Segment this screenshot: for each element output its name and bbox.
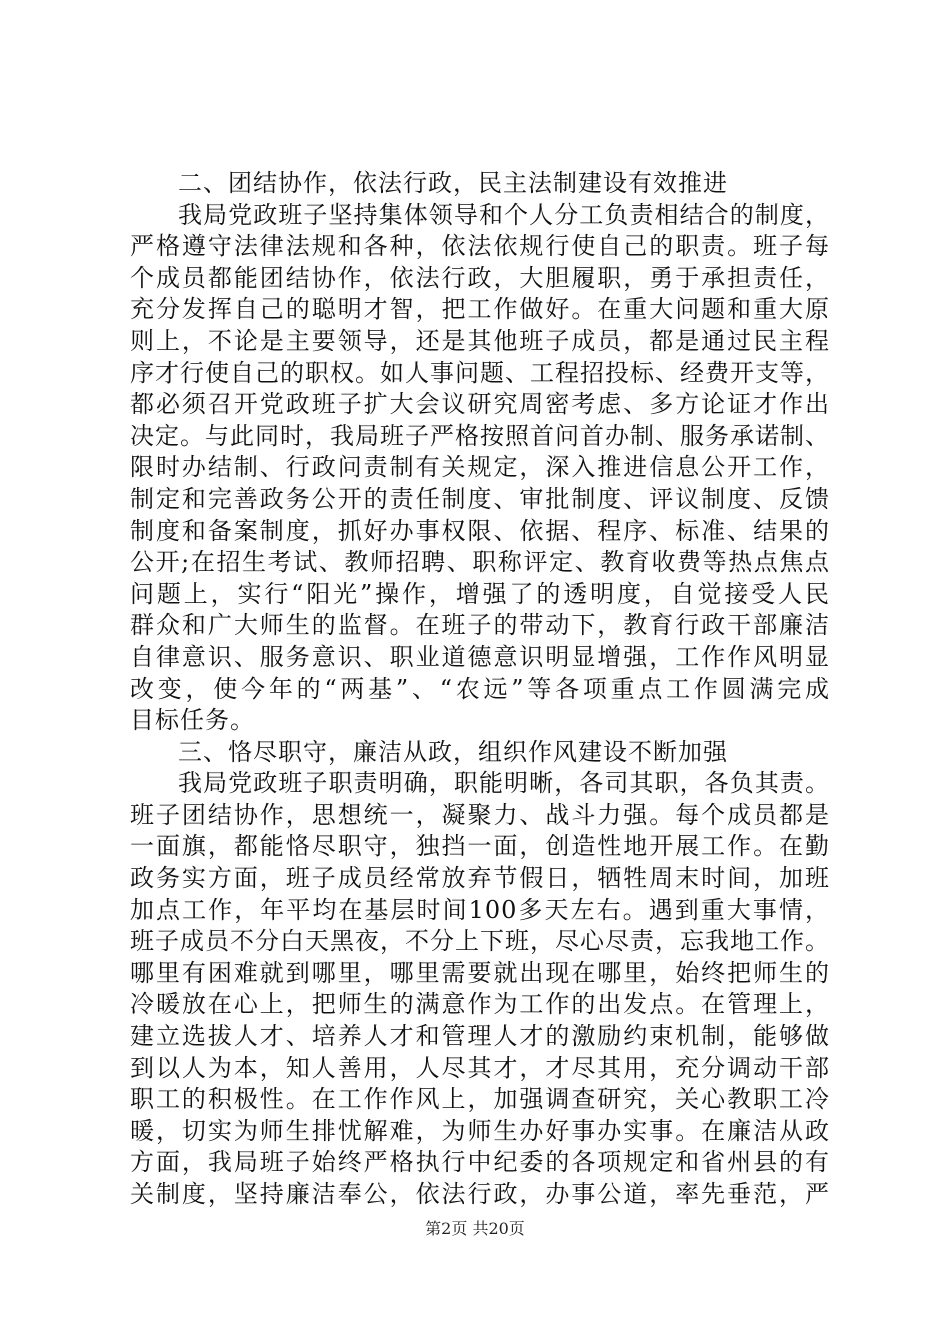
text-line: 我局党政班子职责明确，职能明晰，各司其职，各负其责。: [178, 769, 830, 798]
text-line: 严格遵守法律法规和各种，依法依规行使自己的职责。班子每: [130, 232, 830, 261]
text-line: 班子成员不分白天黑夜，不分上下班，尽心尽责，忘我地工作。: [130, 927, 830, 956]
text-line: 班子团结协作，思想统一，凝聚力、战斗力强。每个成员都是: [130, 800, 830, 829]
text-line: 加点工作，年平均在基层时间100多天左右。遇到重大事情，: [130, 895, 830, 924]
text-line: 群众和广大师生的监督。在班子的带动下，教育行政干部廉洁: [130, 611, 830, 640]
text-line: 二、团结协作，依法行政，民主法制建设有效推进: [178, 169, 728, 197]
text-line: 建立选拔人才、培养人才和管理人才的激励约束机制，能够做: [130, 1022, 830, 1051]
text-line: 暖，切实为师生排忧解难，为师生办好事办实事。在廉洁从政: [130, 1116, 830, 1145]
text-line: 自律意识、服务意识、职业道德意识明显增强，工作作风明显: [130, 642, 830, 671]
text-line: 职工的积极性。在工作作风上，加强调查研究，关心教职工冷: [130, 1085, 830, 1114]
text-line: 冷暖放在心上，把师生的满意作为工作的出发点。在管理上，: [130, 990, 830, 1019]
text-line: 序才行使自己的职权。如人事问题、工程招投标、经费开支等，: [130, 358, 830, 387]
text-line: 政务实方面，班子成员经常放弃节假日，牺牲周末时间，加班: [130, 864, 830, 893]
text-line: 则上，不论是主要领导，还是其他班子成员，都是通过民主程: [130, 326, 830, 355]
text-line: 到以人为本，知人善用，人尽其才，才尽其用，充分调动干部: [130, 1053, 830, 1082]
document-body: [130, 168, 830, 1211]
text-line: 充分发挥自己的聪明才智，把工作做好。在重大问题和重大原: [130, 295, 830, 324]
text-line: 都必须召开党政班子扩大会议研究周密考虑、多方论证才作出: [130, 390, 830, 419]
text-line: 问题上，实行“阳光”操作，增强了的透明度，自觉接受人民: [130, 579, 830, 608]
text-line: 目标任务。: [130, 706, 255, 735]
text-line: 三、恪尽职守，廉洁从政，组织作风建设不断加强: [178, 737, 728, 766]
text-line: 一面旗，都能恪尽职守，独挡一面，创造性地开展工作。在勤: [130, 832, 830, 861]
text-line: 哪里有困难就到哪里，哪里需要就出现在哪里，始终把师生的: [130, 958, 830, 987]
text-line: 限时办结制、行政问责制有关规定，深入推进信息公开工作，: [130, 453, 830, 482]
text-line: 关制度，坚持廉洁奉公，依法行政，办事公道，率先垂范，严: [130, 1180, 830, 1208]
text-line: 公开;在招生考试、教师招聘、职称评定、教育收费等热点焦点: [130, 548, 830, 577]
text-line: 决定。与此同时，我局班子严格按照首问首办制、服务承诺制、: [130, 421, 830, 450]
text-line: 方面，我局班子始终严格执行中纪委的各项规定和省州县的有: [130, 1148, 830, 1177]
text-line: 我局党政班子坚持集体领导和个人分工负责相结合的制度，: [178, 200, 830, 229]
page-footer: 第2页 共20页: [425, 1219, 525, 1238]
text-line: 制定和完善政务公开的责任制度、审批制度、评议制度、反馈: [130, 484, 830, 513]
text-line: 改变，使今年的“两基”、“农远”等各项重点工作圆满完成: [130, 674, 830, 703]
text-line: 制度和备案制度，抓好办事权限、依据、程序、标准、结果的: [130, 516, 830, 545]
text-line: 个成员都能团结协作，依法行政，大胆履职，勇于承担责任，: [130, 263, 830, 292]
